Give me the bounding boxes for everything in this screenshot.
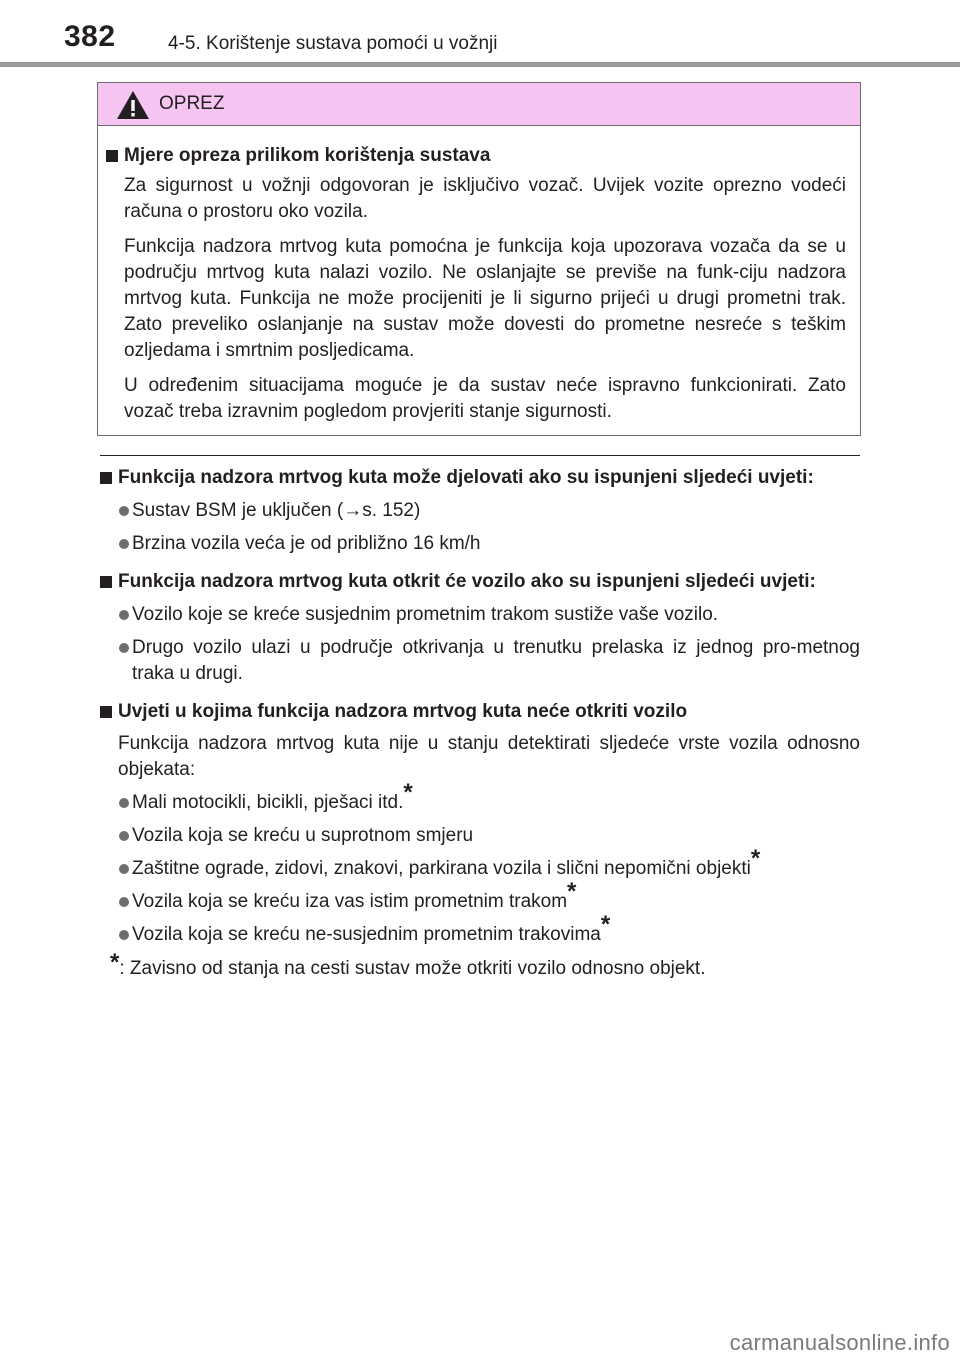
caution-header xyxy=(98,83,860,126)
section-operating-conditions xyxy=(100,465,860,557)
list-item xyxy=(100,635,860,687)
caution-heading xyxy=(106,143,846,169)
caution-paragraph: Za sigurnost u vožnji odgovoran je isključivo vozač. Uvijek vozite oprezno vodeći računa o prostoru oko vozila. xyxy=(124,175,846,222)
list-item xyxy=(100,531,860,557)
round-bullet-icon xyxy=(119,610,129,620)
list-item-text: Zaštitne ograde, zidovi, znakovi, parkirana vozila i slični nepomični objekti xyxy=(132,858,751,879)
caution-label: OPREZ xyxy=(159,93,225,114)
section-heading xyxy=(100,699,860,725)
list-item-text: Brzina vozila veća je od približno 16 km/h xyxy=(132,533,481,554)
list-item-text: Vozila koja se kreću ne-susjednim prometnim trakovima xyxy=(132,924,601,945)
watermark: carmanualsonline.info xyxy=(729,1330,950,1355)
square-bullet-icon xyxy=(100,472,112,484)
section-detection-conditions xyxy=(100,569,860,687)
section-title: 4-5. Korištenje sustava pomoći u vožnji xyxy=(168,33,498,54)
caution-paragraph: U određenim situacijama moguće je da sustav neće ispravno funkcionirati. Zato vozač treba izravnim pogledom provjeriti stanje sigurnosti. xyxy=(124,375,846,422)
header-divider xyxy=(0,62,960,67)
caution-paragraph: Funkcija nadzora mrtvog kuta pomoćna je funkcija koja upozorava vozača da se u području mrtvog kuta nalazi vozilo. Ne oslanjajte se previše na funk-ciju nadzora mrtvog kuta. Funkcija ne može procijeniti je li sigurno prijeći u drugi prometni trak. Zato preveliko oslanjanje na sustav može dovesti do prometne nesreće s teškim ozljedama i smrtnim posljedicama. xyxy=(124,236,846,361)
square-bullet-icon xyxy=(100,706,112,718)
square-bullet-icon xyxy=(100,576,112,588)
list-item xyxy=(100,878,860,915)
footnote-star: * xyxy=(110,949,120,976)
round-bullet-icon xyxy=(119,864,129,874)
list-item xyxy=(100,823,860,849)
round-bullet-icon xyxy=(119,643,129,653)
list-item-text: Sustav BSM je uključen (→s. 152) xyxy=(132,500,421,521)
main-content xyxy=(100,455,860,982)
footnote-star: * xyxy=(567,878,577,905)
list-item-text: Vozila koja se kreću u suprotnom smjeru xyxy=(132,825,474,846)
round-bullet-icon xyxy=(119,831,129,841)
list-item xyxy=(100,911,860,948)
list-item-text: Drugo vozilo ulazi u područje otkrivanja u trenutku prelaska iz jednog pro-metnog traka u drugi. xyxy=(132,637,860,684)
page-number: 382 xyxy=(64,20,116,53)
list-item-text: Vozilo koje se kreće susjednim prometnim trakom sustiže vaše vozilo. xyxy=(132,604,719,625)
square-bullet-icon xyxy=(106,150,118,162)
section-non-detection-conditions xyxy=(100,699,860,948)
caution-heading-text: Mjere opreza prilikom korištenja sustava xyxy=(124,145,491,166)
round-bullet-icon xyxy=(119,539,129,549)
round-bullet-icon xyxy=(119,506,129,516)
list-item-text: Mali motocikli, bicikli, pješaci itd. xyxy=(132,792,404,813)
list-item xyxy=(100,845,860,882)
footnote-star: * xyxy=(403,779,413,806)
section-heading xyxy=(100,465,860,491)
section-heading-text: Uvjeti u kojima funkcija nadzora mrtvog kuta neće otkriti vozilo xyxy=(118,701,688,722)
caution-body xyxy=(98,126,860,425)
footnote-text: : Zavisno od stanja na cesti sustav može otkriti vozilo odnosno objekt. xyxy=(119,958,706,979)
footnote-star: * xyxy=(600,911,611,938)
caution-box xyxy=(97,82,861,436)
list-item xyxy=(100,498,860,524)
list-item xyxy=(100,602,860,628)
section-heading xyxy=(100,569,860,595)
section-intro: Funkcija nadzora mrtvog kuta nije u stanju detektirati sljedeće vrste vozila odnosno objekata: xyxy=(118,733,860,780)
list-item-text: Vozila koja se kreću iza vas istim prometnim trakom xyxy=(132,891,568,912)
footnote-star: * xyxy=(750,845,761,872)
list-item xyxy=(100,779,860,816)
section-heading-text: Funkcija nadzora mrtvog kuta otkrit će vozilo ako su ispunjeni sljedeći uvjeti: xyxy=(118,571,816,592)
warning-triangle-icon xyxy=(116,90,150,120)
round-bullet-icon xyxy=(119,897,129,907)
round-bullet-icon xyxy=(119,798,129,808)
footnote xyxy=(100,949,860,982)
section-heading-text: Funkcija nadzora mrtvog kuta može djelovati ako su ispunjeni sljedeći uvjeti: xyxy=(118,467,814,488)
round-bullet-icon xyxy=(119,930,129,940)
page-header xyxy=(0,0,960,70)
